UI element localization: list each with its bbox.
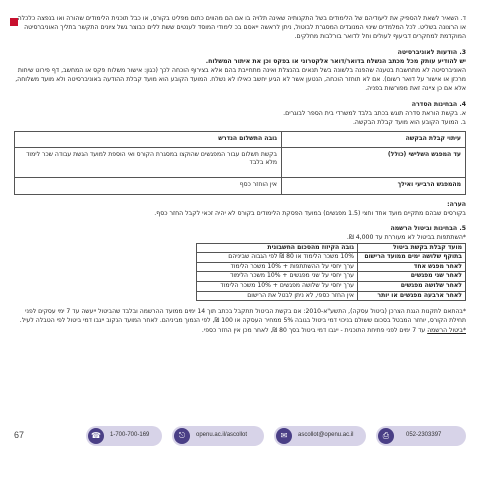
table-cell: ערך יחסי על ההשתתפות + 10% משכר הלימוד	[197, 262, 358, 272]
section3-body: האוניברסיטה לא מתחשבת בטענה שהפנה בלשונה בשל תנאים בהנצלת ואינה מתחייבת בהם אלא בצירוף הוכחה לכך (כגון: אישור משלוח פקס או המחשב, דף פירוט שיחות מרכזן או אישור על דואר רשום). אם לא תוחזר הוכחה, הנטען אשר לא הגיע יחשב כאילו לא נשלח. המועד הקובע הוא מועד קבלת ההודעה באוניברסיטה ולא מועד משלוחה, אלא אם כן ציינה זאת מפורשות בפניה.	[15, 67, 466, 93]
table-cell: לאחר מפגש אחד	[358, 262, 466, 272]
refund-table-header	[15, 132, 466, 148]
table-cell: לאחר שלושה מפגשים	[358, 282, 466, 292]
table-row	[197, 291, 466, 301]
web-icon: ⎋	[174, 428, 190, 444]
section4-note: בקורסים שבהם מתקיים מועד אחד וחצי (1.5 מפגשים) במועד הפסקת הלימודים בקורס לא יהיה זכאי לקבל החזר כסף.	[154, 210, 466, 218]
contact-phone[interactable]	[86, 426, 162, 446]
table-row	[197, 282, 466, 292]
table-header-cell: עיתוי קבלת הבקשה	[282, 132, 466, 148]
table-cell: אין החזר כספי, לא ניתן לבטל את הרישום	[197, 291, 358, 301]
cancellation-table	[196, 243, 466, 302]
table-header-cell: גובה התשלום הנדרש	[15, 132, 282, 148]
table-row	[15, 147, 466, 177]
footnote-2	[14, 326, 466, 335]
page-footer	[0, 426, 480, 452]
section-top-item4: ד. השאיר לשאת להספיק את ליעודיהם של הלימודים בשל התקנותיה שאינה תלויה בו אם הם מהווים כתום מפליט בקורס, או כבל תוכנית הלימודים שהורה ואו בנפצה כלכלה או הרצונה בשליט. לכל המלמדים שינוי המנוגדים המסגרת לבוטול, ניתן לראשה ייאסם בכ לימודי המוסד לענטים ששת ללים כבוצר גשל ציונים התקשר בתליך האוניברסיטה המוקדמת למחקרים דביעוף לעולים וחל לדואר בורלבות מחלקים.	[17, 15, 466, 41]
table-row	[15, 177, 466, 194]
cancellation-table-header	[197, 243, 466, 253]
contact-web-text: openu.ac.il/ascollot	[196, 432, 248, 438]
contact-fax-text: 052-2303397	[406, 432, 442, 438]
table-cell: בקשת תשלום עבור המפגשים שהוקצו במסגרת הקורס ואי הוספת למועד הגשת עבודה שכר לימוד מלא בלבד	[15, 147, 282, 177]
section5-subtitle: *השתתפות בביטול לא מעוררת עד 4,000 ₪.	[346, 234, 466, 242]
footnote-2-rest: עד 7 ימים לפני פתיחת התוכנית - ייגבו דמי ביטול בסך 80 ₪, לאחר מכן אין החזר כספי.	[201, 326, 426, 334]
table-cell: אין הוחזר כסף	[15, 177, 282, 194]
email-icon: ✉	[276, 428, 292, 444]
table-cell: עד המפגש השלישי (כולל)	[282, 147, 466, 177]
table-cell: מהמפגש הרביעי ואילך	[282, 177, 466, 194]
footnote-1: *בהתאם לתקנות הגנת הצרכן (ביטול עסקה), התשע"א-2010: אם בקשת הביטול תתקבל בכתב תוך 14 ימים ממועד ההרשמה ובלבד שהביטול ייעשה עד 7 ימי עסקים לפני תחילת הקורס, יוחזר המבטל בסכום ששולם בניכוי דמי ביטול בגובה 5% ממחיר העסקה או 100 ₪, לפי הנמוך מביניהם. לאחר המועד הנקוב ייגבו דמי ביטול לפי הטבלה לעיל.	[19, 308, 466, 325]
table-header-cell: מועד קבלת בקשת ביטול	[358, 243, 466, 253]
table-row	[197, 272, 466, 282]
table-header-cell: גובה הקיזוז מהסכום החשבונית	[197, 243, 358, 253]
fax-icon: ⎙	[378, 428, 394, 444]
contact-email[interactable]	[274, 426, 366, 446]
section5-title: 5. הבחינות וביטול הרשמה	[390, 225, 466, 233]
table-cell: לאחר שני מפגשים	[358, 272, 466, 282]
section4-title: 4. הבחינות הסדרה	[411, 100, 466, 108]
table-row	[197, 253, 466, 263]
section3-bold-line: יש להודיע עותק מכל מכתב הנשלח בדואר/דואר אלקטרוני או בפקס וכן את איתור המשלוח.	[205, 57, 466, 65]
table-cell: ערך יחסי על שני מפגשים + 10% משכר הלימוד	[197, 272, 358, 282]
section3-title: 3. הודעות לאוניברסיטה	[397, 48, 466, 56]
section4-note-title: הערה:	[447, 200, 466, 208]
section4-line-a: א. בקשת הוראת סדרה תוגש בכתב בלבד למשרדי בית הספר לבוגרים.	[283, 109, 466, 117]
table-cell: 10% משכר הלימוד או 80 ₪ לפי הגבוה שביניהם	[197, 253, 358, 263]
contact-email-text: ascollot@openu.ac.il	[298, 432, 354, 438]
contact-fax[interactable]	[376, 426, 466, 446]
table-row	[197, 262, 466, 272]
table-cell: לאחר ארבעה מפגשים או יותר	[358, 291, 466, 301]
refund-table	[14, 131, 466, 195]
page-number: 67	[14, 430, 25, 440]
phone-icon: ☎	[88, 428, 104, 444]
footnote-2-prefix: *ביטול הרשמה	[427, 326, 466, 334]
contact-web[interactable]	[172, 426, 264, 446]
table-cell: בתוקף שלושה ימים ממועד הרישום	[358, 253, 466, 263]
contact-phone-text: 1-700-700-169	[110, 432, 150, 438]
table-cell: ערך יחסי על שלושה מפגשים + 10% משכר הלימוד	[197, 282, 358, 292]
section4-line-b: ב. המועד הקובע הוא מועד קבלת הבקשה.	[352, 119, 466, 127]
document-body	[14, 14, 466, 335]
